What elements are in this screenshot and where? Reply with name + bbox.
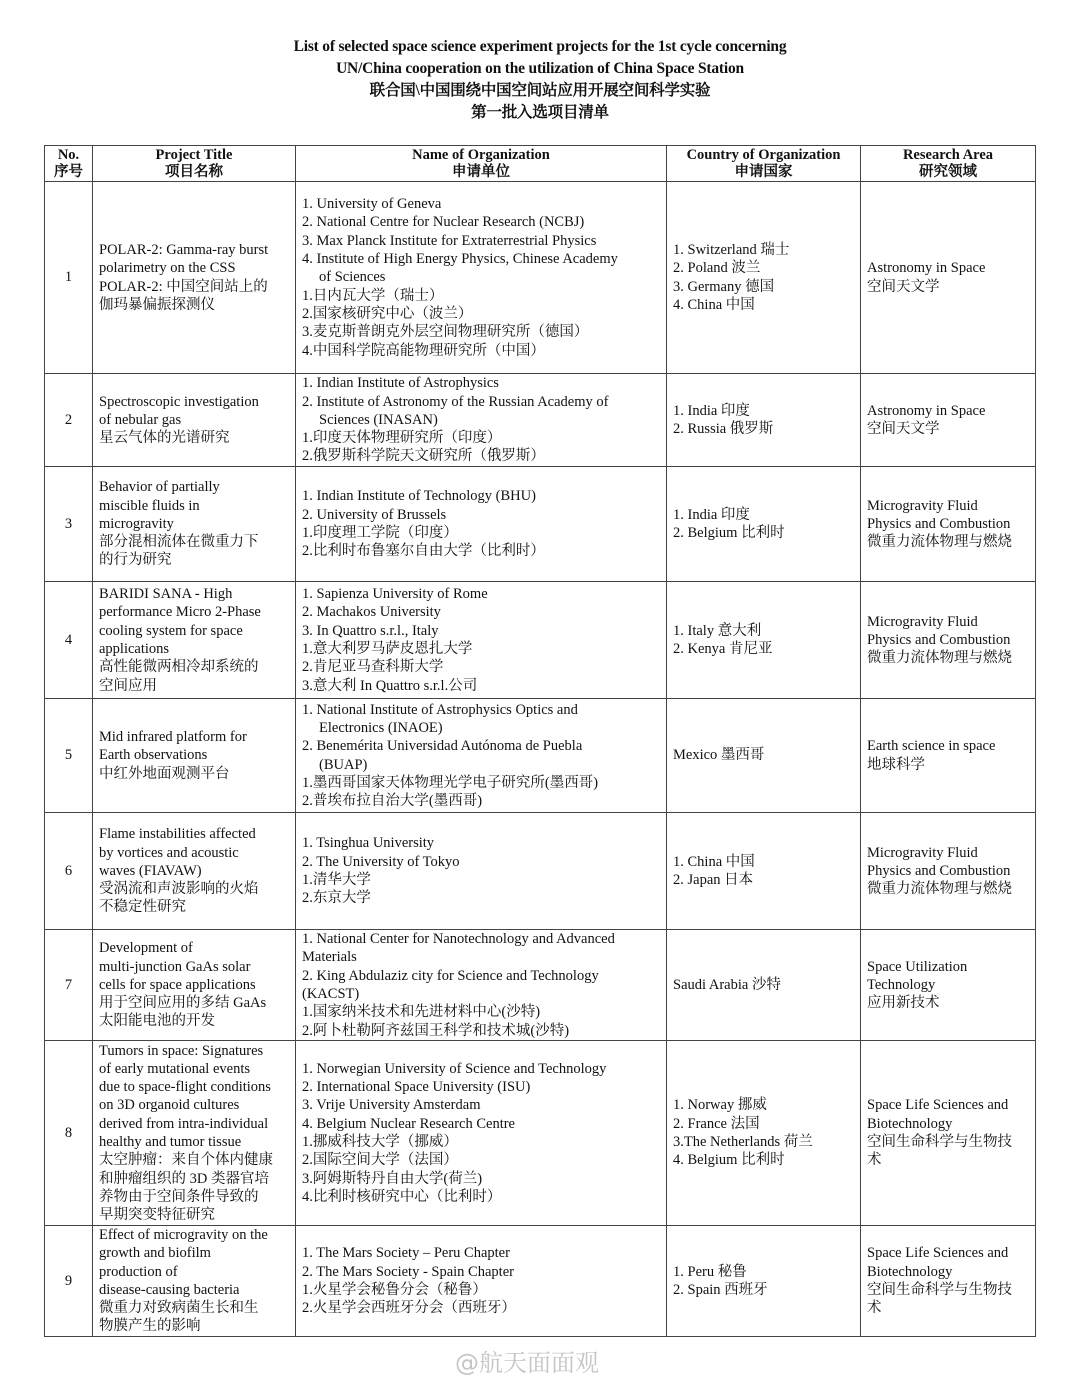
- organization-list: [296, 699, 667, 813]
- organization-list-line: 4.比利时核研究中心（比利时）: [302, 1188, 502, 1205]
- table-header-row: [45, 146, 1036, 182]
- organization-list-line: 1. National Center for Nanotechnology and Advanced: [302, 931, 615, 948]
- row-number: 3: [45, 467, 93, 582]
- organization-list-line: Materials: [302, 949, 357, 966]
- country-list-line: 2. Kenya 肯尼亚: [673, 641, 773, 657]
- project-title-line: BARIDI SANA - High: [99, 586, 233, 603]
- research-area-line: 微重力流体物理与燃烧: [867, 881, 1012, 898]
- research-area-line: Space Utilization: [867, 958, 968, 975]
- organization-list: [296, 582, 667, 699]
- organization-list-line: 2. International Space University (ISU): [302, 1079, 531, 1096]
- project-title-line: 微重力对致病菌生长和生: [99, 1300, 259, 1317]
- organization-list-line: 2. The Mars Society - Spain Chapter: [302, 1263, 514, 1280]
- country-list-line: 2. Belgium 比利时: [673, 525, 785, 541]
- project-title-line: 养物由于空间条件导致的: [99, 1188, 259, 1205]
- organization-list-line: 1. Indian Institute of Astrophysics: [302, 375, 499, 392]
- header-country: [667, 146, 861, 182]
- project-title-line: Flame instabilities affected: [99, 826, 256, 843]
- organization-list-line: 2. Benemérita Universidad Autónoma de Puebla: [302, 738, 583, 755]
- row-number: 2: [45, 374, 93, 467]
- organization-list-line: 2. National Centre for Nuclear Research (NCBJ): [302, 214, 585, 231]
- organization-list-line: 1. National Institute of Astrophysics Optics and: [302, 701, 578, 718]
- research-area-line: 空间生命科学与生物技: [867, 1281, 1012, 1298]
- project-title-line: production of: [99, 1263, 178, 1280]
- research-area: [861, 813, 1036, 930]
- row-number: 8: [45, 1041, 93, 1226]
- organization-list-line: 1. University of Geneva: [302, 196, 442, 213]
- project-title-line: Development of: [99, 940, 193, 957]
- organization-list-line: 2.国际空间大学（法国）: [302, 1152, 458, 1169]
- table-row: [45, 1041, 1036, 1226]
- header-zh: 申请国家: [734, 163, 793, 180]
- project-title: [93, 699, 296, 813]
- research-area-line: 空间生命科学与生物技: [867, 1134, 1012, 1150]
- country-list-line: 2. France 法国: [673, 1115, 760, 1132]
- organization-list: [296, 1226, 667, 1337]
- research-area-line: Astronomy in Space: [867, 402, 986, 419]
- organization-list-line: of Sciences: [319, 269, 386, 286]
- research-area-line: Biotechnology: [867, 1115, 953, 1132]
- research-area-line: Microgravity Fluid: [867, 844, 978, 861]
- watermark: @航天面面观: [455, 1349, 599, 1377]
- project-title-line: healthy and tumor tissue: [99, 1134, 242, 1150]
- table-row: [45, 374, 1036, 467]
- country-list: [667, 182, 861, 374]
- project-title-line: 和肿瘤组织的 3D 类器官培: [99, 1170, 269, 1187]
- country-list-line: 1. Italy 意大利: [673, 622, 762, 639]
- organization-list-line: 2. Institute of Astronomy of the Russian Academy of: [302, 393, 609, 410]
- header-en: Country of Organization: [686, 146, 841, 163]
- organization-list-line: 2.肯尼亚马查科斯大学: [302, 659, 444, 676]
- country-list-line: 1. India 印度: [673, 506, 750, 523]
- project-title-line: 伽玛暴偏振探测仪: [99, 296, 215, 313]
- research-area: [861, 182, 1036, 374]
- research-area: [861, 699, 1036, 813]
- research-area-line: 微重力流体物理与燃烧: [867, 534, 1012, 551]
- project-title-line: miscible fluids in: [99, 497, 200, 514]
- research-area-line: 术: [867, 1300, 882, 1317]
- organization-list-line: 1.清华大学: [302, 872, 371, 888]
- research-area-line: Earth science in space: [867, 738, 996, 755]
- research-area: [861, 582, 1036, 699]
- table-row: [45, 1226, 1036, 1337]
- project-title-line: multi-junction GaAs solar: [99, 958, 251, 975]
- header-en: Research Area: [902, 146, 994, 163]
- table-row: [45, 699, 1036, 813]
- project-title-line: Earth observations: [99, 747, 208, 764]
- country-list-line: 1. China 中国: [673, 853, 755, 870]
- table-row: [45, 582, 1036, 699]
- project-title-line: 中红外地面观测平台: [99, 765, 230, 782]
- organization-list-line: 3.阿姆斯特丹自由大学(荷兰): [302, 1170, 483, 1187]
- research-area-line: 微重力流体物理与燃烧: [867, 650, 1012, 667]
- project-title-line: on 3D organoid cultures: [99, 1097, 240, 1114]
- organization-list-line: 2.东京大学: [302, 890, 371, 907]
- research-area-line: Microgravity Fluid: [867, 613, 978, 630]
- project-title-line: disease-causing bacteria: [99, 1281, 240, 1298]
- organization-list-line: 1.日内瓦大学（瑞士）: [302, 287, 444, 304]
- header-zh: 研究领域: [919, 163, 977, 180]
- organization-list-line: 2.阿卜杜勒阿齐兹国王科学和技术城(沙特): [302, 1022, 570, 1039]
- organization-list-line: (KACST): [302, 986, 360, 1002]
- project-title-line: performance Micro 2-Phase: [99, 604, 261, 621]
- organization-list-line: 2.比利时布鲁塞尔自由大学（比利时）: [302, 543, 545, 560]
- organization-list-line: 2.俄罗斯科学院天文研究所（俄罗斯）: [302, 448, 545, 465]
- country-list-line: 1. India 印度: [673, 402, 750, 419]
- project-title: [93, 182, 296, 374]
- table-row: [45, 813, 1036, 930]
- research-area-line: Astronomy in Space: [867, 260, 986, 277]
- header-zh: 序号: [54, 163, 83, 180]
- country-list: [667, 467, 861, 582]
- project-title-line: Spectroscopic investigation: [99, 393, 259, 410]
- research-area-line: 地球科学: [867, 756, 925, 773]
- row-number: 4: [45, 582, 93, 699]
- country-list-line: 4. China 中国: [673, 296, 755, 313]
- project-title-line: 星云气体的光谱研究: [99, 430, 230, 447]
- project-title-line: 不稳定性研究: [99, 899, 186, 916]
- organization-list-line: 1.印度天体物理研究所（印度）: [302, 430, 502, 447]
- row-number: 7: [45, 930, 93, 1041]
- project-title-line: by vortices and acoustic: [99, 844, 239, 861]
- project-title-line: 物膜产生的影响: [99, 1318, 201, 1335]
- header-en: Name of Organization: [412, 146, 550, 163]
- project-title-line: 太空肿瘤：来自个体内健康: [99, 1152, 273, 1169]
- research-area: [861, 374, 1036, 467]
- project-title-line: Behavior of partially: [99, 479, 220, 496]
- organization-list-line: 2. University of Brussels: [302, 506, 447, 523]
- organization-list-line: 1.墨西哥国家天体物理光学电子研究所(墨西哥): [302, 774, 599, 791]
- organization-list-line: 1. Norwegian University of Science and Technology: [302, 1060, 607, 1077]
- organization-list-line: 1. Sapienza University of Rome: [302, 586, 488, 603]
- project-title-line: 受涡流和声波影响的火焰: [99, 881, 259, 898]
- organization-list-line: Sciences (INASAN): [319, 411, 438, 428]
- header-zh: 申请单位: [452, 163, 510, 180]
- country-list-line: 4. Belgium 比利时: [673, 1152, 785, 1169]
- project-title-line: applications: [99, 641, 170, 657]
- title-en-line2: UN/China cooperation on the utilization of China Space Station: [336, 60, 744, 77]
- project-title-line: 太阳能电池的开发: [99, 1013, 215, 1030]
- project-title-line: due to space-flight conditions: [99, 1079, 271, 1096]
- research-area-line: 术: [867, 1152, 882, 1169]
- title-en-line1: List of selected space science experiment projects for the 1st cycle concerning: [293, 38, 787, 55]
- row-number: 9: [45, 1226, 93, 1337]
- research-area: [861, 467, 1036, 582]
- organization-list: [296, 813, 667, 930]
- research-area-line: Physics and Combustion: [867, 862, 1011, 879]
- organization-list-line: 1. Tsinghua University: [302, 835, 435, 852]
- row-number: 6: [45, 813, 93, 930]
- table-row: [45, 467, 1036, 582]
- title-zh-line2: 第一批入选项目清单: [471, 104, 609, 121]
- project-title-line: derived from intra-individual: [99, 1115, 269, 1132]
- research-area: [861, 930, 1036, 1041]
- project-title: [93, 1041, 296, 1226]
- organization-list-line: 1. Indian Institute of Technology (BHU): [302, 488, 536, 505]
- country-list: [667, 1226, 861, 1337]
- document-title: [0, 36, 1080, 124]
- country-list-line: 3. Germany 德国: [673, 278, 775, 295]
- header-research-area: [861, 146, 1036, 182]
- project-title-line: cooling system for space: [99, 622, 243, 639]
- project-title-line: polarimetry on the CSS: [99, 260, 236, 277]
- organization-list-line: 3. Max Planck Institute for Extraterrestrial Physics: [302, 232, 597, 249]
- country-list-line: 2. Spain 西班牙: [673, 1281, 768, 1298]
- organization-list-line: 3.意大利 In Quattro s.r.l.公司: [302, 677, 478, 694]
- header-organization: [296, 146, 667, 182]
- organization-list: [296, 1041, 667, 1226]
- country-list-line: 1. Switzerland 瑞士: [673, 241, 790, 258]
- country-list: [667, 699, 861, 813]
- project-title-line: of nebular gas: [99, 411, 182, 428]
- organization-list: [296, 930, 667, 1041]
- project-title-line: 空间应用: [99, 677, 157, 694]
- project-title-line: 用于空间应用的多结 GaAs: [99, 995, 267, 1012]
- country-list-line: Mexico 墨西哥: [673, 747, 765, 764]
- organization-list-line: (BUAP): [319, 756, 368, 773]
- organization-list-line: 2. Machakos University: [302, 604, 441, 621]
- research-area-line: 应用新技术: [867, 995, 940, 1012]
- research-area-line: 空间天文学: [867, 421, 940, 437]
- header-no: [45, 146, 93, 182]
- project-title: [93, 930, 296, 1041]
- country-list-line: 1. Peru 秘鲁: [673, 1263, 747, 1280]
- country-list-line: 3.The Netherlands 荷兰: [673, 1134, 813, 1150]
- row-number: 5: [45, 699, 93, 813]
- project-title-line: Effect of microgravity on the: [99, 1227, 268, 1243]
- projects-table: [44, 145, 1036, 1337]
- country-list: [667, 374, 861, 467]
- project-title-line: POLAR-2: Gamma-ray burst: [99, 241, 269, 258]
- organization-list-line: 1.挪威科技大学（挪威）: [302, 1134, 458, 1150]
- organization-list-line: 1.意大利罗马萨皮恩扎大学: [302, 641, 473, 657]
- organization-list-line: 2. The University of Tokyo: [302, 853, 460, 870]
- table-row: [45, 930, 1036, 1041]
- country-list-line: 2. Russia 俄罗斯: [673, 421, 774, 437]
- organization-list: [296, 182, 667, 374]
- project-title-line: 早期突变特征研究: [99, 1207, 215, 1224]
- table-row: [45, 182, 1036, 374]
- research-area-line: Physics and Combustion: [867, 515, 1011, 532]
- research-area-line: Technology: [867, 976, 936, 993]
- country-list-line: 2. Japan 日本: [673, 872, 754, 888]
- project-title: [93, 813, 296, 930]
- country-list-line: Saudi Arabia 沙特: [673, 976, 781, 993]
- country-list-line: 1. Norway 挪威: [673, 1097, 767, 1114]
- organization-list-line: 4.中国科学院高能物理研究所（中国）: [302, 342, 545, 359]
- project-title-line: Tumors in space: Signatures: [99, 1042, 264, 1059]
- country-list: [667, 582, 861, 699]
- project-title-line: POLAR-2: 中国空间站上的: [99, 278, 268, 295]
- organization-list-line: 1.火星学会秘鲁分会（秘鲁）: [302, 1281, 487, 1298]
- header-project-title: [93, 146, 296, 182]
- country-list: [667, 930, 861, 1041]
- research-area-line: 空间天文学: [867, 278, 940, 295]
- title-zh-line1: 联合国\中国围绕中国空间站应用开展空间科学实验: [369, 82, 711, 99]
- header-en: Project Title: [155, 146, 233, 163]
- country-list: [667, 1041, 861, 1226]
- project-title: [93, 1226, 296, 1337]
- organization-list: [296, 374, 667, 467]
- research-area-line: Physics and Combustion: [867, 631, 1011, 648]
- research-area-line: Space Life Sciences and: [867, 1245, 1009, 1262]
- research-area-line: Biotechnology: [867, 1263, 953, 1280]
- organization-list-line: 1.国家纳米技术和先进材料中心(沙特): [302, 1004, 541, 1021]
- row-number: 1: [45, 182, 93, 374]
- organization-list-line: 2. King Abdulaziz city for Science and Technology: [302, 967, 599, 984]
- organization-list-line: Electronics (INAOE): [319, 719, 443, 736]
- project-title-line: Mid infrared platform for: [99, 729, 247, 746]
- research-area: [861, 1041, 1036, 1226]
- organization-list-line: 2.国家核研究中心（波兰）: [302, 305, 473, 322]
- project-title-line: 的行为研究: [99, 552, 172, 569]
- project-title: [93, 467, 296, 582]
- organization-list-line: 3. In Quattro s.r.l., Italy: [302, 622, 439, 639]
- research-area: [861, 1226, 1036, 1337]
- organization-list-line: 1. The Mars Society – Peru Chapter: [302, 1245, 510, 1262]
- organization-list-line: 2.普埃布拉自治大学(墨西哥): [302, 793, 483, 810]
- project-title-line: waves (FIAVAW): [99, 862, 202, 879]
- header-zh: 项目名称: [165, 163, 223, 180]
- country-list: [667, 813, 861, 930]
- project-title-line: microgravity: [99, 515, 174, 532]
- organization-list-line: 3. Vrije University Amsterdam: [302, 1097, 481, 1114]
- project-title-line: 高性能微两相冷却系统的: [99, 659, 259, 676]
- project-title-line: growth and biofilm: [99, 1245, 211, 1262]
- header-en: No.: [57, 146, 80, 163]
- organization-list-line: 4. Institute of High Energy Physics, Chinese Academy: [302, 251, 618, 268]
- project-title-line: of early mutational events: [99, 1060, 250, 1077]
- project-title: [93, 374, 296, 467]
- research-area-line: Microgravity Fluid: [867, 497, 978, 514]
- organization-list-line: 4. Belgium Nuclear Research Centre: [302, 1115, 515, 1132]
- organization-list: [296, 467, 667, 582]
- organization-list-line: 3.麦克斯普朗克外层空间物理研究所（德国）: [302, 324, 589, 341]
- organization-list-line: 2.火星学会西班牙分会（西班牙）: [302, 1300, 516, 1317]
- project-title-line: 部分混相流体在微重力下: [99, 534, 259, 551]
- country-list-line: 2. Poland 波兰: [673, 260, 761, 277]
- organization-list-line: 1.印度理工学院（印度）: [302, 525, 458, 541]
- project-title: [93, 582, 296, 699]
- research-area-line: Space Life Sciences and: [867, 1097, 1009, 1114]
- project-title-line: cells for space applications: [99, 976, 256, 993]
